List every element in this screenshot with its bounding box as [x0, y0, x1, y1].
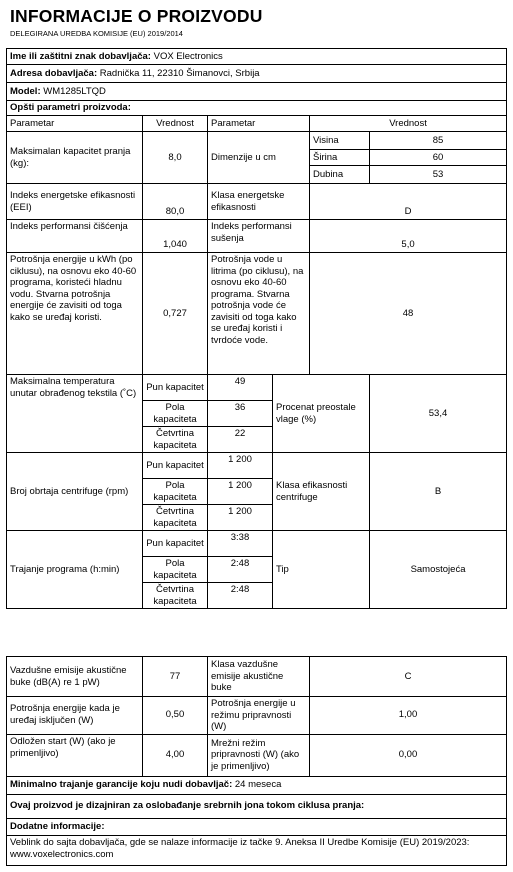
temp-half-value: 36 [208, 401, 273, 427]
col-header-param2: Parametar [208, 116, 310, 132]
spin-load-quarter-label: Četvrtina kapaciteta [143, 505, 208, 531]
capacity-label: Maksimalan kapacitet pranja (kg): [7, 132, 143, 184]
temp-load-half-label: Pola kapaciteta [143, 401, 208, 427]
width-value: 60 [370, 150, 507, 166]
warranty-row [7, 776, 507, 794]
warranty-label: Minimalno trajanje garancije koju nudi dobavljač: [10, 779, 233, 790]
supplier-address-value: Radnička 11, 22310 Šimanovci, Srbija [99, 67, 260, 79]
model-row [7, 83, 507, 101]
off-power-label: Potrošnja energije kada je uređaj isključen (W) [7, 697, 143, 735]
moisture-label: Procenat preostale vlage (%) [273, 375, 370, 453]
temp-load-full-label: Pun kapacitet [143, 375, 208, 401]
duration-half-value: 2:48 [208, 557, 273, 583]
depth-label: Dubina [310, 166, 370, 184]
height-label: Visina [310, 132, 370, 150]
delay-start-value: 4,00 [143, 734, 208, 776]
col-header-value2: Vrednost [310, 116, 507, 132]
network-standby-value: 0,00 [310, 734, 507, 776]
duration-full-value: 3:38 [208, 531, 273, 557]
spin-load-full-label: Pun kapacitet [143, 453, 208, 479]
general-section-title: Opšti parametri proizvoda: [7, 101, 507, 116]
document-header [10, 6, 502, 39]
delay-start-label: Odložen start (W) (ako je primenljivo) [7, 734, 143, 776]
product-info-table [6, 48, 507, 609]
noise-class-label: Klasa vazdušne emisije akustične buke [208, 657, 310, 697]
moisture-value: 53,4 [370, 375, 507, 453]
noise-class-value: C [310, 657, 507, 697]
off-power-value: 0,50 [143, 697, 208, 735]
model-label: Model: [10, 85, 41, 97]
capacity-value: 8,0 [143, 132, 208, 184]
supplier-name-label: Ime ili zaštitni znak dobavljača: [10, 50, 151, 62]
duration-quarter-value: 2:48 [208, 583, 273, 609]
dry-index-label: Indeks performansi sušenja [208, 220, 310, 253]
eei-value: 80,0 [143, 184, 208, 220]
temperature-label: Maksimalna temperatura unutar obrađenog tekstila (˚C) [7, 375, 143, 453]
model-value: WM1285LTQD [43, 85, 106, 97]
network-standby-label: Mrežni režim pripravnosti (W) (ako je primenljivo) [208, 734, 310, 776]
dimensions-label: Dimenzije u cm [208, 132, 310, 184]
standby-power-label: Potrošnja energije u režimu pripravnosti (W) [208, 697, 310, 735]
duration-load-half-label: Pola kapaciteta [143, 557, 208, 583]
wash-index-value: 1,040 [143, 220, 208, 253]
acoustic-info-table [6, 656, 507, 866]
temp-quarter-value: 22 [208, 427, 273, 453]
supplier-name-row [7, 49, 507, 65]
weblink-text: Veblink do sajta dobavljača, gde se nalaze informacije iz tačke 9. Aneksa II Uredbe Komisije (EU) 2019/2023: www.voxelectronics.com [7, 835, 507, 865]
energy-class-label: Klasa energetske efikasnosti [208, 184, 310, 220]
noise-label: Vazdušne emisije akustične buke (dB(A) re 1 pW) [7, 657, 143, 697]
dry-index-value: 5,0 [310, 220, 507, 253]
duration-label: Trajanje programa (h:min) [7, 531, 143, 609]
page-title: INFORMACIJE O PROIZVODU [10, 6, 263, 26]
temp-full-value: 49 [208, 375, 273, 401]
height-value: 85 [370, 132, 507, 150]
spin-label: Broj obrtaja centrifuge (rpm) [7, 453, 143, 531]
spin-full-value: 1 200 [208, 453, 273, 479]
silver-ions-statement: Ovaj proizvod je dizajniran za oslobađanje srebrnih jona tokom ciklusa pranja: [7, 794, 507, 818]
additional-info-title: Dodatne informacije: [7, 818, 507, 835]
type-label: Tip [273, 531, 370, 609]
supplier-address-row [7, 65, 507, 83]
duration-load-full-label: Pun kapacitet [143, 531, 208, 557]
wash-index-label: Indeks performansi čišćenja [7, 220, 143, 253]
spin-load-half-label: Pola kapaciteta [143, 479, 208, 505]
noise-value: 77 [143, 657, 208, 697]
energy-class-value: D [310, 184, 507, 220]
col-header-value: Vrednost [143, 116, 208, 132]
standby-power-value: 1,00 [310, 697, 507, 735]
energy-consumption-value: 0,727 [143, 253, 208, 375]
supplier-name-value: VOX Electronics [153, 50, 223, 62]
spin-class-value: B [370, 453, 507, 531]
width-label: Širina [310, 150, 370, 166]
warranty-value: 24 meseca [234, 779, 282, 790]
col-header-param: Parametar [7, 116, 143, 132]
water-consumption-value: 48 [310, 253, 507, 375]
temp-load-quarter-label: Četvrtina kapaciteta [143, 427, 208, 453]
spin-class-label: Klasa efikasnosti centrifuge [273, 453, 370, 531]
spin-quarter-value: 1 200 [208, 505, 273, 531]
type-value: Samostojeća [370, 531, 507, 609]
duration-load-quarter-label: Četvrtina kapaciteta [143, 583, 208, 609]
spin-half-value: 1 200 [208, 479, 273, 505]
depth-value: 53 [370, 166, 507, 184]
eei-label: Indeks energetske efikasnosti (EEI) [7, 184, 143, 220]
supplier-address-label: Adresa dobavljača: [10, 67, 98, 79]
water-consumption-label: Potrošnja vode u litrima (po ciklusu), na osnovu eko 40-60 programa. Stvarna potrošnja vode će zavisiti od toga kako se uređaj koristi i tvrdoće vode. [208, 253, 310, 375]
energy-consumption-label: Potrošnja energije u kWh (po ciklusu), na osnovu eko 40-60 programa, koristeći hladnu vodu. Stvarna potrošnja energije će zavisiti od toga kako se uređaj koristi. [7, 253, 143, 375]
regulation-subtitle: DELEGIRANA UREDBA KOMISIJE (EU) 2019/2014 [10, 29, 183, 38]
